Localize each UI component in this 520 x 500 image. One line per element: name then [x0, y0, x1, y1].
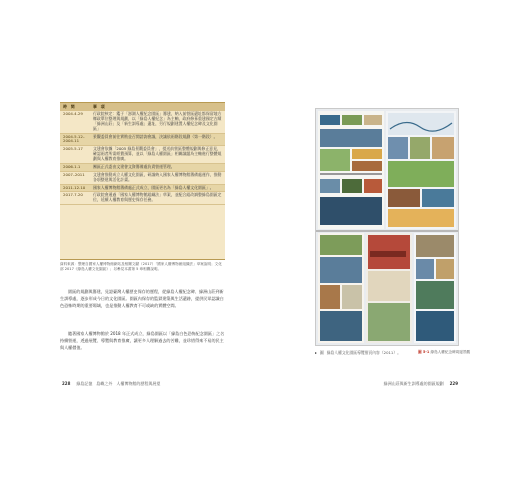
timeline-table — [60, 102, 225, 260]
table-row — [60, 185, 225, 193]
row-event: 國家人權博物館籌備處正式成立，園區更名為「綠島人權文化園區」。 — [93, 184, 214, 190]
page-number-right: 229 — [449, 381, 458, 386]
right-page — [260, 0, 520, 500]
row-event: 文建會推動成立人權文化園區，研議納入國家人權博物館籌備處運作，推動各項整建與活化計畫。 — [93, 171, 222, 182]
header-date: 時 間 — [63, 103, 75, 109]
spread-caption-prefix: 圖 — [319, 350, 324, 355]
table-row — [60, 164, 225, 172]
figure-tag-text: 綠島人權紀念碑周邊景觀 — [430, 350, 471, 354]
footer-right — [384, 381, 458, 387]
table-row — [60, 134, 225, 147]
header-event: 事 項 — [93, 103, 105, 109]
body-paragraph-2: 隨著國家人權博物館於 2018 年正式成立，綠島園區以「綠島白色恐怖紀念園區」之名持續營運，透過展覽、導覽與教育推廣，讓更多人理解過去的苦難，並珍惜得來不易的民主與人權價值。 — [60, 331, 225, 351]
running-title-right: 綠洲山莊與新生訓導處的園區規劃 — [383, 381, 444, 386]
row-date: 2011.12.10 — [63, 184, 86, 190]
figure-tag — [418, 350, 470, 355]
table-row — [60, 146, 225, 164]
row-date: 2004.5.12–2004.11 — [63, 133, 85, 144]
row-event: 團區正式委由文建會文資籌備處負責營運管理。 — [93, 163, 175, 169]
figure-tag-prefix: 圖 5-1 — [418, 350, 430, 354]
row-date: 2007–2011 — [63, 171, 85, 177]
body-paragraph-1: 園區的規劃與籌建，見證臺灣人權歷史保存的歷程，從綠島人權紀念碑、綠洲山莊到新生訓導處，逐步形成今日的文化園區。園區內保存的監獄建築與生活遺跡，提供民眾認識白色恐怖時期的重要場域，也是推動人權教育不可或缺的實體空間。 — [60, 289, 224, 309]
footer-left — [62, 381, 160, 387]
row-date: 2017.7.20 — [63, 192, 83, 198]
brochure-spread-image — [315, 108, 459, 346]
row-event: 行政院核定：鑑于「澎湖人權紀念園區」籌建，納入前營區遺址都保留地方鄉政單位整理與規劃，以「綠島人權紀念」為主軸，政府修葺重建國定古蹟「綠洲山莊」及「新生訓導處」遺址，另行規劃建置人權紀念碑及文化園區」 — [93, 111, 222, 131]
row-date: 2006.1.1 — [63, 163, 81, 169]
row-event: 文建會依據「2005 綠島景觀委員會」，提送前營區整體規劃與修正意見，確認兩者所需經費預算，並以「綠島人權園區」相關議題為主軸進行整體規劃與人權教育推廣。 — [93, 146, 222, 161]
page-number-left: 228 — [62, 381, 71, 386]
brochure-illustration — [316, 109, 458, 345]
table-row — [60, 192, 225, 205]
row-date: 2004.4.29 — [63, 111, 83, 116]
row-event: 景觀委員會前往實勘並召開諮詢會議，決議依兩階段規劃（第一階段）。 — [93, 133, 218, 139]
row-date: 2005.5.17 — [63, 146, 83, 152]
spread-caption-text: 綠島人權文化園區導覽摺頁內容（2011）。 — [326, 350, 401, 355]
table-body — [60, 111, 225, 205]
table-source-caption: 資料來源：整理自國家人權博物館網站及相關文獻（2017）「國家人權博物館組織法」草案說明；文化部 2017《綠島人權文化園區》；另參見本書第 5 章相關說明。 — [60, 262, 222, 271]
row-event: 行政院會通過「國家人權博物館組織法」草案，並配合組改調整綠島園區定位，延續人權教育與歷史保存任務。 — [93, 192, 222, 203]
table-row — [60, 111, 225, 134]
triangle-marker-icon: ▸ — [315, 350, 317, 355]
table-header — [60, 103, 225, 111]
running-title-left: 綠島記憶 島嶼之外 人權博物館的歷程與展望 — [76, 381, 161, 386]
table-row — [60, 172, 225, 185]
